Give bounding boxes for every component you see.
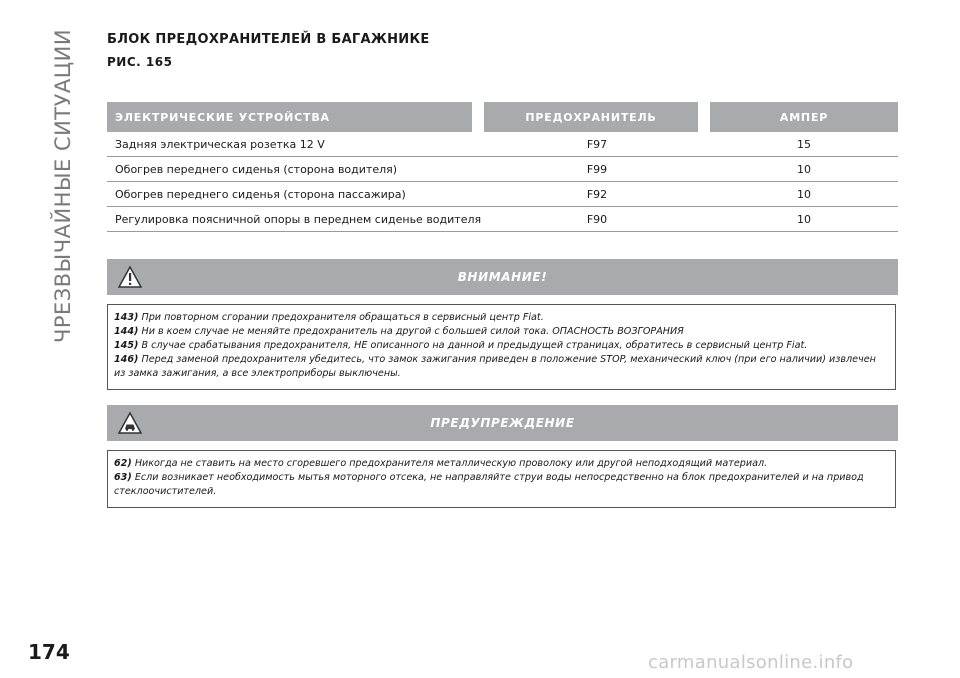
- cell-amp: 15: [797, 137, 811, 151]
- caution-item: [114, 471, 889, 499]
- caution-item-number: 63): [114, 472, 132, 483]
- warning-item-number: 144): [114, 326, 139, 337]
- car-caution-icon: [117, 410, 143, 436]
- warning-triangle-icon: [117, 264, 143, 290]
- warning-item: [114, 353, 889, 381]
- warning-item-text: При повторном сгорании предохранителя обращаться в сервисный центр Fiat.: [141, 312, 544, 323]
- warning-item: [114, 339, 889, 353]
- caution-item-number: 62): [114, 458, 132, 469]
- page-heading: БЛОК ПРЕДОХРАНИТЕЛЕЙ В БАГАЖНИКЕ: [107, 32, 430, 47]
- watermark: carmanualsonline.info: [648, 652, 854, 673]
- warning-banner: [107, 259, 898, 295]
- table-row: [107, 132, 898, 157]
- warning-item-text: Перед заменой предохранителя убедитесь, что замок зажигания приведен в положение STOP, механический ключ (при его наличии) извлечен из замка зажигания, а все электроприборы выключены.: [114, 354, 876, 379]
- page-number: 174: [28, 640, 70, 664]
- cell-device: Регулировка поясничной опоры в переднем сиденье водителя: [115, 212, 482, 226]
- caution-title: ПРЕДУПРЕЖДЕНИЕ: [430, 416, 575, 430]
- cell-device: Обогрев переднего сиденья (сторона водителя): [115, 162, 398, 176]
- fuse-table: [107, 102, 898, 232]
- cell-device: Задняя электрическая розетка 12 V: [115, 137, 325, 151]
- caution-item-text: Если возникает необходимость мытья моторного отсека, не направляйте струи воды непосредственно на блок предохранителей и на привод стеклоочистителей.: [114, 472, 864, 497]
- caution-item: [114, 457, 889, 471]
- header-devices: ЭЛЕКТРИЧЕСКИЕ УСТРОЙСТВА: [107, 102, 472, 132]
- warning-item-number: 143): [114, 312, 139, 323]
- caution-banner: [107, 405, 898, 441]
- cell-fuse: F92: [586, 187, 608, 201]
- cell-amp: 10: [797, 187, 811, 201]
- caution-box: [107, 450, 896, 508]
- warning-title: ВНИМАНИЕ!: [457, 270, 548, 284]
- cell-device: Обогрев переднего сиденья (сторона пассажира): [115, 187, 406, 201]
- warning-item-number: 146): [114, 354, 139, 365]
- warning-item-text: Ни в коем случае не меняйте предохранитель на другой с большей силой тока. ОПАСНОСТЬ ВОЗГОРАНИЯ: [141, 326, 684, 337]
- cell-amp: 10: [797, 212, 811, 226]
- header-amp: АМПЕР: [710, 102, 898, 132]
- table-row: [107, 207, 898, 232]
- cell-fuse: F97: [586, 137, 608, 151]
- cell-fuse: F99: [586, 162, 608, 176]
- warning-item-number: 145): [114, 340, 139, 351]
- cell-fuse: F90: [586, 212, 608, 226]
- warning-item-text: В случае срабатывания предохранителя, НЕ описанного на данной и предыдущей страницах, обратитесь в сервисный центр Fiat.: [141, 340, 808, 351]
- warning-item: [114, 325, 889, 339]
- section-side-title: [28, 26, 98, 346]
- section-side-title-text: ЧРЕЗВЫЧАЙНЫЕ СИТУАЦИИ: [51, 28, 76, 344]
- warning-box: [107, 304, 896, 390]
- cell-amp: 10: [797, 162, 811, 176]
- header-fuse: ПРЕДОХРАНИТЕЛЬ: [484, 102, 698, 132]
- warning-item: [114, 311, 889, 325]
- table-row: [107, 157, 898, 182]
- caution-item-text: Никогда не ставить на место сгоревшего предохранителя металлическую проволоку или другой неподходящий материал.: [134, 458, 768, 469]
- table-row: [107, 182, 898, 207]
- fuse-table-header: [107, 102, 898, 132]
- figure-reference: РИС. 165: [107, 55, 173, 69]
